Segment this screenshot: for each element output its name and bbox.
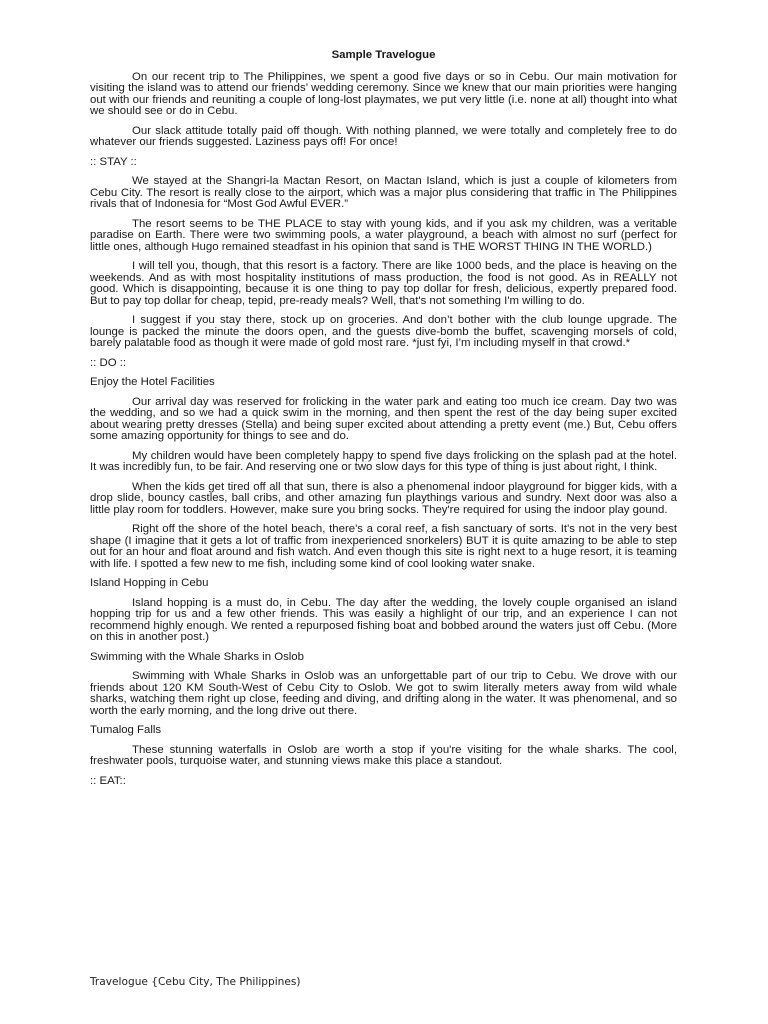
- paragraph: Island hopping is a must do, in Cebu. The day after the wedding, the lovely couple organised an island hopping trip for us and a few other friends. This was easily a highlight of our trip, and an experience I can not recommend highly enough. We rented a repurposed fishing boat and bobbed around the waters just off Cebu. (More on this in another post.): [90, 596, 677, 643]
- document-body: [90, 50, 677, 795]
- paragraph: Swimming with Whale Sharks in Oslob was an unforgettable part of our trip to Cebu. We drove with our friends about 120 KM South-West of Cebu City to Oslob. We got to swim literally meters away from wild whale sharks, watching them right up close, feeding and diving, and drifting along in the water. It was phenomenal, and so worth the early morning, and the long drive out there.: [90, 670, 677, 717]
- paragraph: My children would have been completely happy to spend five days frolicking on the splash pad at the hotel. It was incredibly fun, to be fair. And reserving one or two slow days for this type of thing is just about right, I think.: [90, 449, 677, 473]
- section-label: Tumalog Falls: [90, 724, 162, 736]
- paragraph: Our slack attitude totally paid off though. With nothing planned, we were totally and completely free to do whatever our friends suggested. Laziness pays off! For once!: [90, 124, 677, 148]
- paragraph: I suggest if you stay there, stock up on groceries. And don’t bother with the club lounge upgrade. The lounge is packed the minute the doors open, and the guests dive-bomb the buffet, scavenging morsels of cold, barely palatable food as though it were made of gold most rare. *just fyi, I’m including myself in that crowd.*: [90, 314, 677, 349]
- section-label: :: EAT::: [90, 774, 126, 787]
- paragraph: I will tell you, though, that this resort is a factory. There are like 1000 beds, and the place is heaving on the weekends. And as with most hospitality institutions of mass production, the food is not good. As in REALLY not good. Which is disappointing, because it is one thing to pay top dollar for fresh, delicious, expertly prepared food. But to pay top dollar for cheap, tepid, pre-ready meals? Well, that's not something I'm willing to do.: [90, 260, 677, 307]
- section-label: Enjoy the Hotel Facilities: [90, 376, 215, 388]
- page-footer: Travelogue {Cebu City, The Philippines): [90, 976, 301, 988]
- section-label: Swimming with the Whale Sharks in Oslob: [90, 650, 304, 663]
- paragraph: These stunning waterfalls in Oslob are worth a stop if you're visiting for the whale sharks. The cool, freshwater pools, turquoise water, and stunning views make this place a standout.: [90, 743, 677, 767]
- section-label: :: DO ::: [90, 356, 127, 369]
- paragraph: On our recent trip to The Philippines, we spent a good five days or so in Cebu. Our main motivation for visiting the island was to attend our friends’ wedding ceremony. Since we knew that our main priorities were hanging out with our friends and reuniting a couple of long-lost playmates, we put very little (i.e. none at all) thought into what we should see or do in Cebu.: [90, 70, 677, 117]
- section-label: Island Hopping in Cebu: [90, 577, 209, 589]
- document-title: Sample Travelogue: [331, 49, 436, 61]
- document-blocks: [90, 72, 677, 788]
- paragraph: Our arrival day was reserved for frolicking in the water park and eating too much ice cream. Day two was the wedding, and so we had a quick swim in the morning, and then spent the rest of the day being super excited about wearing pretty dresses (Stella) and being super excited about attending a pretty event (me.) But, Cebu offers some amazing opportunity for things to see and do.: [90, 395, 677, 442]
- paragraph: Right off the shore of the hotel beach, there's a coral reef, a fish sanctuary of sorts. It's not in the very best shape (I imagine that it gets a lot of traffic from inexperienced snorkelers) BUT it is quite amazing to be able to step out for an hour and float around and fish watch. And even though this site is right next to a huge resort, it is teaming with life. I spotted a few new to me fish, including some kind of cool looking water snake.: [90, 523, 677, 570]
- section-label: :: STAY ::: [90, 155, 137, 168]
- paragraph: We stayed at the Shangri-la Mactan Resort, on Mactan Island, which is just a couple of kilometers from Cebu City. The resort is really close to the airport, which was a major plus considering that traffic in The Philippines rivals that of Indonesia for “Most God Awful EVER.”: [90, 175, 677, 210]
- paragraph: When the kids get tired off all that sun, there is also a phenomenal indoor playground for bigger kids, with a drop slide, bouncy castles, ball cribs, and other amazing fun playthings various and sundry. Next door was also a little play room for toddlers. However, make sure you bring socks. They're required for using the indoor play gound.: [90, 480, 677, 516]
- paragraph: The resort seems to be THE PLACE to stay with young kids, and if you ask my children, was a veritable paradise on Earth. There were two swimming pools, a water playground, a beach with almost no surf (perfect for little ones, although Hugo remained steadfast in his opinion that sand is THE WORST THING IN THE WORLD.): [90, 217, 677, 253]
